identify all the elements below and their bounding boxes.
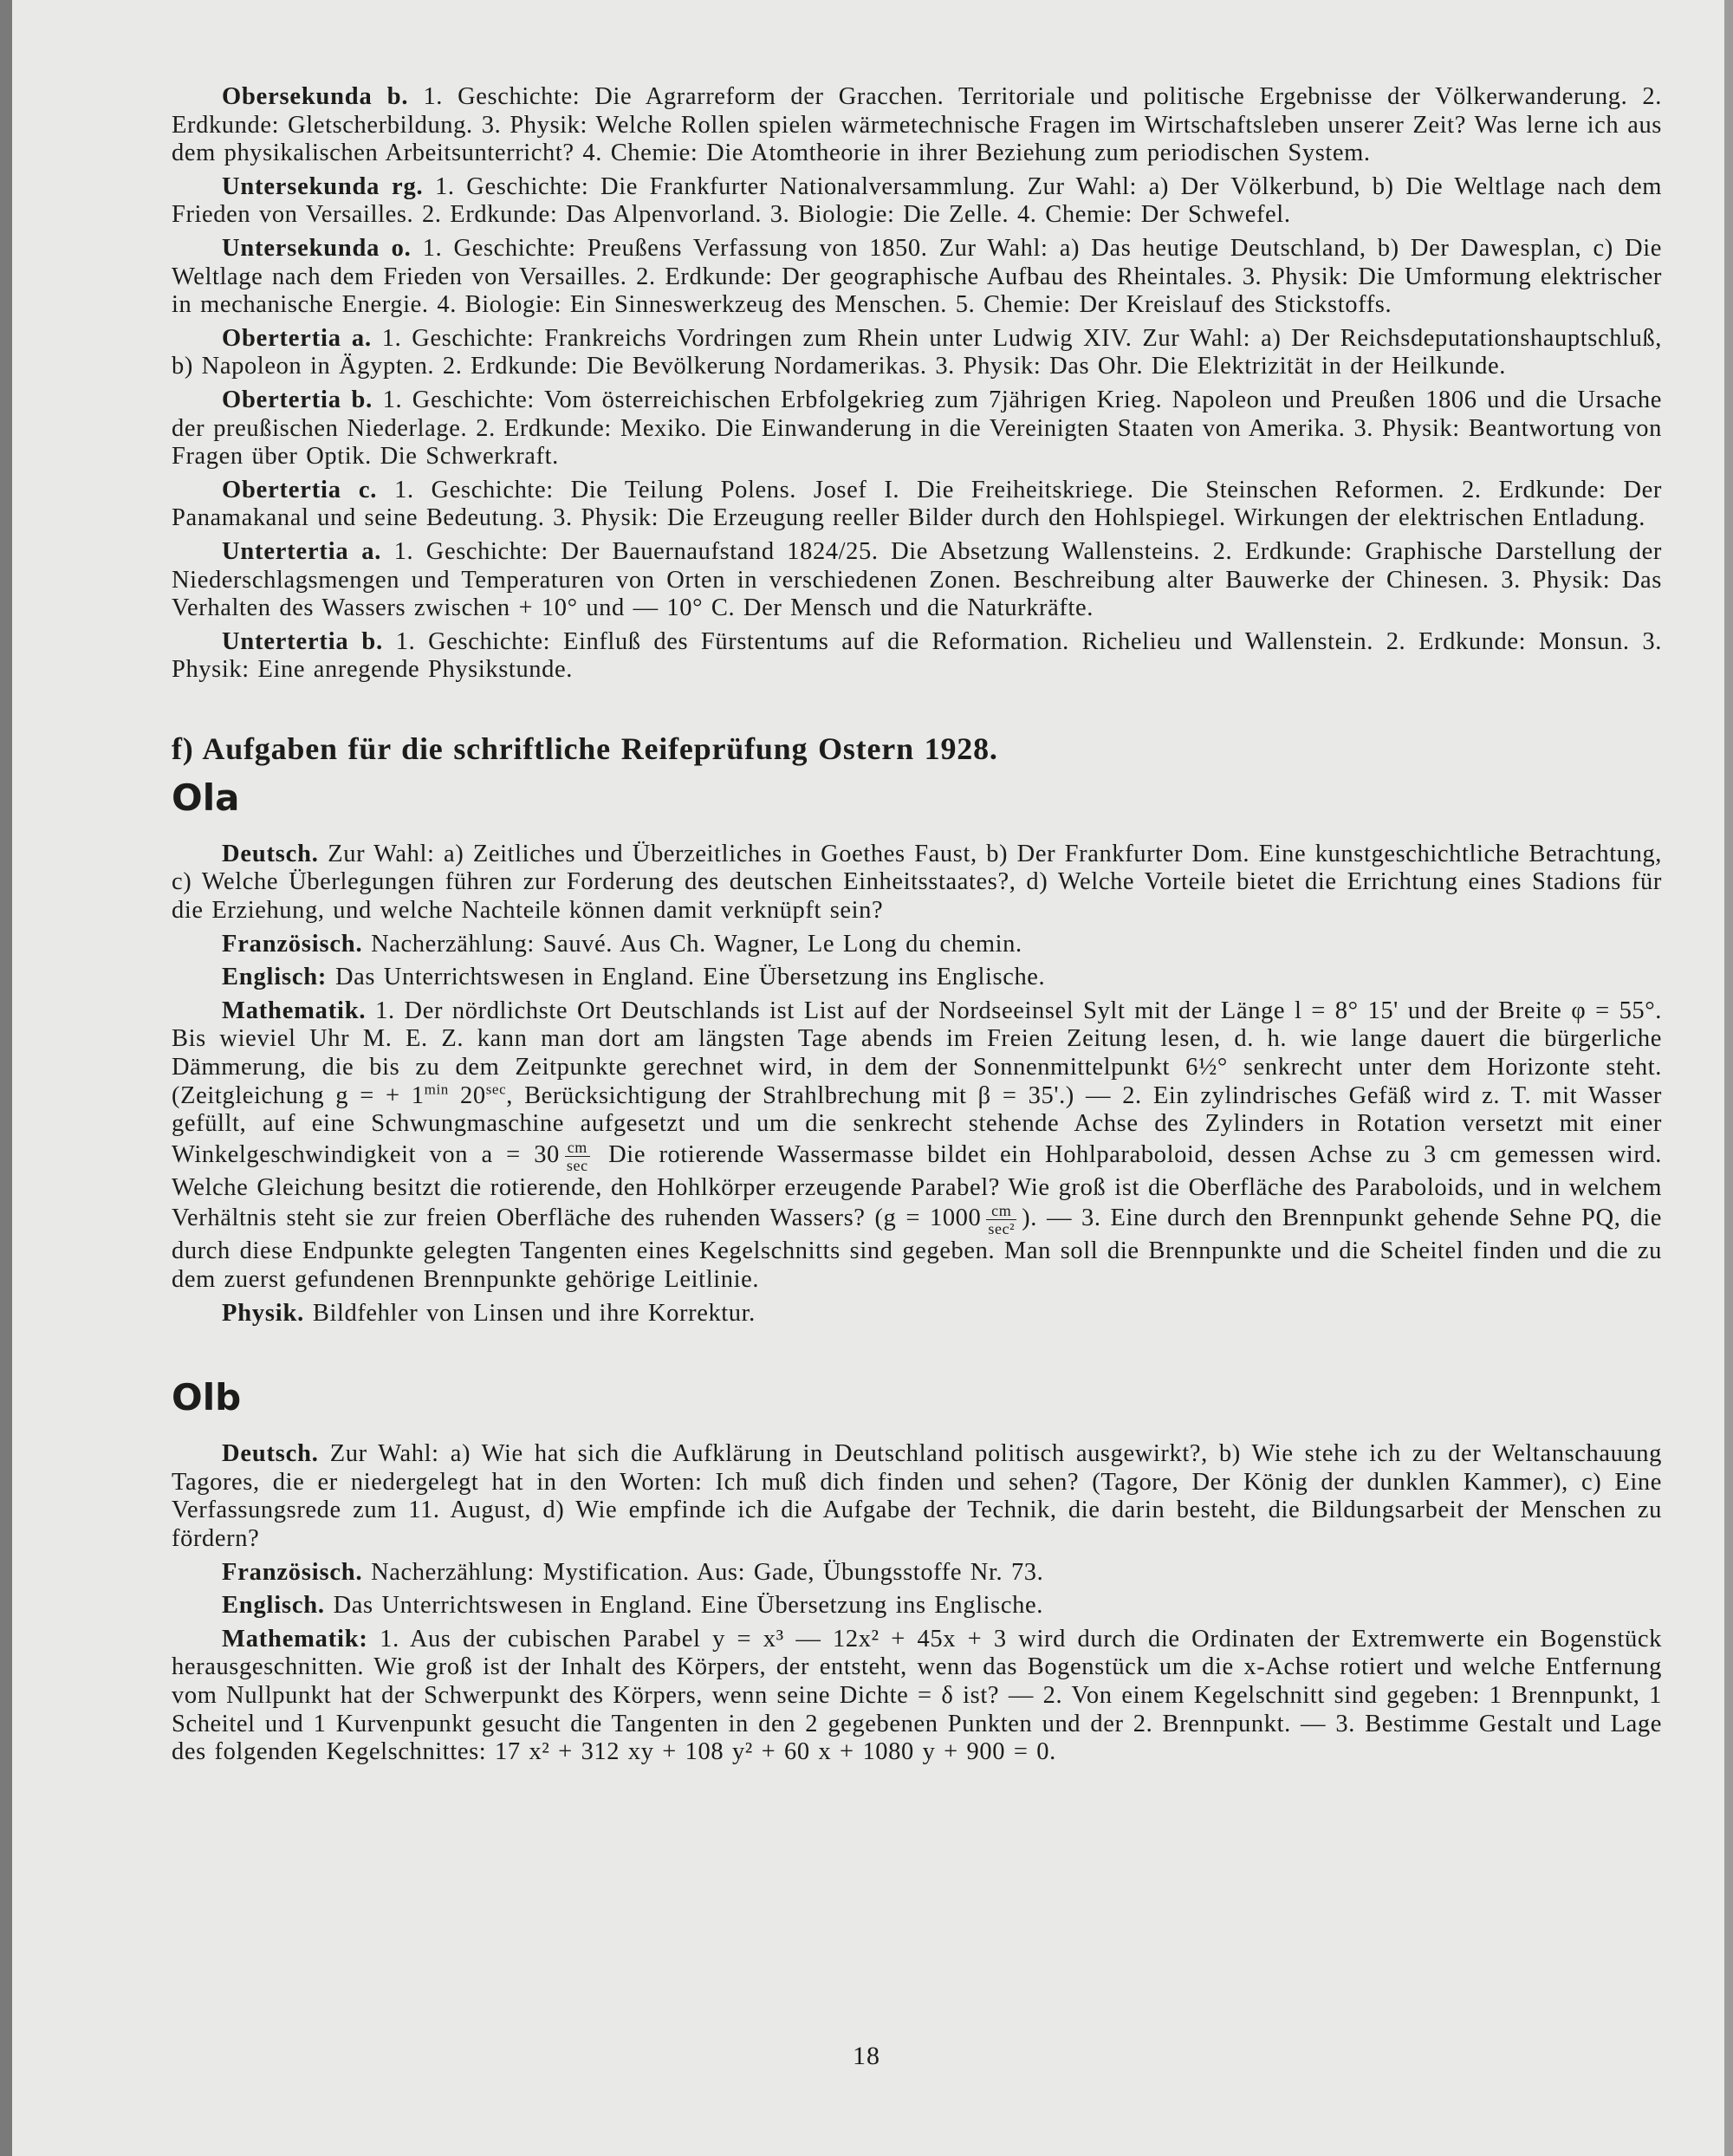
subject-text: 1. Der nördlichste Ort Deutschlands ist List auf der Nordseeinsel Sylt mit der Länge l = 8° 15' und der Breite φ = 55°. Bis wieviel Uhr M. E. Z. kann man dort am längsten Tage abends im Freien Zeitung lesen, d. h. wie lange dauert die bürgerliche Dämmerung, die bis zu dem Zeitpunkte gerechnet wird, in dem der Sonnenmittelpunkt 6½° senkrecht unter dem Horizonte steht. (Zeitgleichung g = + 1 bbox=[172, 997, 1662, 1109]
fraction-numerator: cm bbox=[565, 1139, 590, 1157]
class-label: Obertertia c. bbox=[222, 476, 378, 503]
ola-physik bbox=[172, 1300, 1662, 1328]
olb-englisch bbox=[172, 1592, 1662, 1620]
paragraph-obersekunda-b bbox=[172, 83, 1662, 168]
subject-label: Französisch. bbox=[222, 1558, 363, 1586]
ola-deutsch bbox=[172, 841, 1662, 925]
section-title: f) Aufgaben für die schriftliche Reifeprüfung Ostern 1928. bbox=[172, 731, 998, 766]
fraction-denominator: sec² bbox=[988, 1220, 1016, 1238]
page-number: 18 bbox=[853, 2042, 880, 2070]
subject-label: Deutsch. bbox=[222, 1440, 319, 1468]
paragraph-untertertia-b bbox=[172, 628, 1662, 685]
subject-text: Zur Wahl: a) Zeitliches und Überzeitliches in Goethes Faust, b) Der Frankfurter Dom. Eine kunstgeschichtliche Betrachtung, c) Welche Überlegungen führen zur Forderung des deutschen Einheitsstaates?, d) Welche Vorteile bietet die Errichtung eines Stadions für die Erziehung, und welche Nachteile können damit verknüpft sein? bbox=[172, 840, 1662, 925]
olb-franzoesisch bbox=[172, 1559, 1662, 1588]
ola-franzoesisch bbox=[172, 931, 1662, 959]
paragraph-text: 1. Geschichte: Einfluß des Fürstentums auf die Reformation. Richelieu und Wallenstein. 2. Erdkunde: Monsun. 3. Physik: Eine anregende Physikstunde. bbox=[172, 627, 1662, 684]
class-label: Obertertia b. bbox=[222, 386, 373, 413]
class-label: Obertertia a. bbox=[222, 324, 372, 352]
scan-edge-left bbox=[0, 0, 12, 2156]
fraction-cm-per-sec2 bbox=[986, 1202, 1016, 1237]
subject-label: Deutsch. bbox=[222, 840, 319, 867]
paragraph-untersekunda-o bbox=[172, 235, 1662, 320]
subject-label: Mathematik. bbox=[222, 997, 367, 1024]
subject-label: Englisch. bbox=[222, 1592, 325, 1620]
class-label: Untersekunda o. bbox=[222, 234, 412, 262]
superscript-sec: sec bbox=[485, 1081, 507, 1098]
paragraph-text: 1. Geschichte: Frankreichs Vordringen zum Rhein unter Ludwig XIV. Zur Wahl: a) Der Reichsdeputationshauptschluß, b) Napoleon in Ägypten. 2. Erdkunde: Die Bevölkerung Nordamerikas. 3. Physik: Das Ohr. Die Elektrizität in der Heilkunde. bbox=[172, 324, 1662, 380]
scan-edge-right bbox=[1724, 0, 1733, 2156]
paragraph-text: 1. Geschichte: Vom österreichischen Erbfolgekrieg zum 7jährigen Krieg. Napoleon und Preußen 1806 und die Ursache der preußischen Niederlage. 2. Erdkunde: Mexiko. Die Einwanderung in die Vereinigten Staaten von Amerika. 3. Physik: Beantwortung von Fragen über Optik. Die Schwerkraft. bbox=[172, 386, 1662, 471]
superscript-min: min bbox=[424, 1081, 449, 1098]
paragraph-text: 1. Geschichte: Preußens Verfassung von 1850. Zur Wahl: a) Das heutige Deutschland, b) Der Dawesplan, c) Die Weltlage nach dem Frieden von Versailles. 2. Erdkunde: Der geographische Aufbau des Rheintales. 3. Physik: Die Umformung elektrischer in mechanische Energie. 4. Biologie: Ein Sinneswerkzeug des Menschen. 5. Chemie: Der Kreislauf des Stickstoffs. bbox=[172, 234, 1662, 319]
fraction-denominator: sec bbox=[566, 1156, 588, 1174]
paragraph-untertertia-a bbox=[172, 538, 1662, 623]
subject-text: Das Unterrichtswesen in England. Eine Übersetzung ins Englische. bbox=[324, 1592, 1043, 1620]
subject-text: Zur Wahl: a) Wie hat sich die Aufklärung in Deutschland politisch ausgewirkt?, b) Wie stehe ich zu der Weltanschauung Tagores, die er niedergelegt hat in den Worten: Ich muß dich finden und sehen? (Tagore, Der König der dunklen Kammer), c) Eine Verfassungsrede zum 11. August, d) Wie empfinde ich die Aufgabe der Technik, die darin besteht, die Bildungsarbeit der Menschen zu fördern? bbox=[172, 1440, 1662, 1552]
class-label: Untertertia b. bbox=[222, 627, 383, 655]
class-label: Untertertia a. bbox=[222, 537, 382, 565]
subject-text: 20 bbox=[448, 1081, 486, 1109]
paragraph-text: 1. Geschichte: Die Frankfurter Nationalversammlung. Zur Wahl: a) Der Völkerbund, b) Die Weltlage nach dem Frieden von Versailles. 2. Erdkunde: Das Alpenvorland. 3. Biologie: Die Zelle. 4. Chemie: Der Schwefel. bbox=[172, 172, 1662, 229]
class-label: Untersekunda rg. bbox=[222, 172, 424, 200]
fraction-cm-per-sec bbox=[565, 1139, 590, 1174]
paragraph-text: 1. Geschichte: Die Teilung Polens. Josef I. Die Freiheitskriege. Die Steinschen Reformen. 2. Erdkunde: Der Panamakanal und seine Bedeutung. 3. Physik: Die Erzeugung reeller Bilder durch den Hohlspiegel. Wirkungen der elektrischen Entladung. bbox=[172, 476, 1662, 532]
subject-text: Bildfehler von Linsen und ihre Korrektur. bbox=[304, 1299, 756, 1327]
subject-text: Die rotierende Wassermasse bildet ein Hohlparaboloid, dessen Achse zu 3 cm gemessen wird. Welche Gleichung besitzt die rotierende, den Hohlkörper erzeugende Parabel? Wie groß ist die Oberfläche des Paraboloids, und in welchem Verhältnis steht sie zur freien Oberfläche des ruhenden Wassers? (g = 1000 bbox=[172, 1140, 1662, 1232]
paragraph-untersekunda-rg bbox=[172, 173, 1662, 230]
paragraph-obertertia-a bbox=[172, 325, 1662, 381]
subject-text: ). — 3. Eine durch den Brennpunkt gehende Sehne PQ, die durch diese Endpunkte gelegten Tangenten eines Kegelschnitts sind gegeben. Man soll die Brennpunkte und die Scheitel finden und die zu dem zuerst gefundenen Brennpunkte gehörige Leitlinie. bbox=[172, 1205, 1662, 1293]
subject-text: Das Unterrichtswesen in England. Eine Übersetzung ins Englische. bbox=[327, 964, 1046, 991]
page-content bbox=[172, 83, 1662, 1772]
class-label: Obersekunda b. bbox=[222, 83, 409, 110]
subject-text: , Berücksichtigung der Strahlbrechung mit β = 35'.) — 2. Ein zylindrisches Gefäß wird z. T. mit Wasser gefüllt, auf eine Schwungmaschine aufgesetzt und um die senkrecht stehende Achse des Zylinders in Rotation versetzt mit einer Winkelgeschwindigkeit von a = 30 bbox=[172, 1081, 1662, 1168]
paragraph-text: 1. Geschichte: Der Bauernaufstand 1824/25. Die Absetzung Wallensteins. 2. Erdkunde: Graphische Darstellung der Niederschlagsmengen und Temperaturen von Orten in verschiedenen Zonen. Beschreibung alter Bauwerke der Chinesen. 3. Physik: Das Verhalten des Wassers zwischen + 10° und — 10° C. Der Mensch und die Naturkräfte. bbox=[172, 537, 1662, 622]
paragraph-text: 1. Geschichte: Die Agrarreform der Gracchen. Territoriale und politische Ergebnisse der Völkerwanderung. 2. Erdkunde: Gletscherbildung. 3. Physik: Welche Rollen spielen wärmetechnische Fragen im Wirtschaftsleben unserer Zeit? Was lerne ich aus dem physikalischen Arbeitsunterricht? 4. Chemie: Die Atomtheorie in ihrer Beziehung zum periodischen System. bbox=[172, 83, 1663, 167]
olb-mathematik bbox=[172, 1626, 1662, 1767]
ola-englisch bbox=[172, 964, 1662, 992]
paragraph-obertertia-b bbox=[172, 386, 1662, 471]
fraction-numerator: cm bbox=[986, 1202, 1016, 1220]
olb-deutsch bbox=[172, 1440, 1662, 1553]
class-heading-ola: Ola bbox=[172, 776, 240, 819]
ola-mathematik bbox=[172, 997, 1662, 1295]
class-heading-olb: Olb bbox=[172, 1376, 242, 1419]
subject-text: Nacherzählung: Mystification. Aus: Gade, Übungsstoffe Nr. 73. bbox=[362, 1558, 1044, 1586]
subject-label: Physik. bbox=[222, 1299, 305, 1327]
subject-label: Französisch. bbox=[222, 930, 363, 958]
subject-label: Englisch: bbox=[222, 964, 328, 991]
paragraph-obertertia-c bbox=[172, 477, 1662, 533]
subject-text: Nacherzählung: Sauvé. Aus Ch. Wagner, Le Long du chemin. bbox=[362, 930, 1022, 958]
subject-label: Mathematik: bbox=[222, 1625, 368, 1653]
subject-text: 1. Aus der cubischen Parabel y = x³ — 12x² + 45x + 3 wird durch die Ordinaten der Extremwerte ein Bogenstück herausgeschnitten. Wie groß ist der Inhalt des Körpers, der entsteht, wenn das Bogenstück um die x-Achse rotiert und welche Entfernung vom Nullpunkt hat der Schwerpunkt des Körpers, wenn seine Dichte = δ ist? — 2. Von einem Kegelschnitt sind gegeben: 1 Brennpunkt, 1 Scheitel und 1 Kurvenpunkt gesucht die Tangenten in den 2 gegebenen Punkten und der 2. Brennpunkt. — 3. Bestimme Gestalt und Lage des folgenden Kegelschnittes: 17 x² + 312 xy + 108 y² + 60 x + 1080 y + 900 = 0. bbox=[172, 1625, 1662, 1766]
